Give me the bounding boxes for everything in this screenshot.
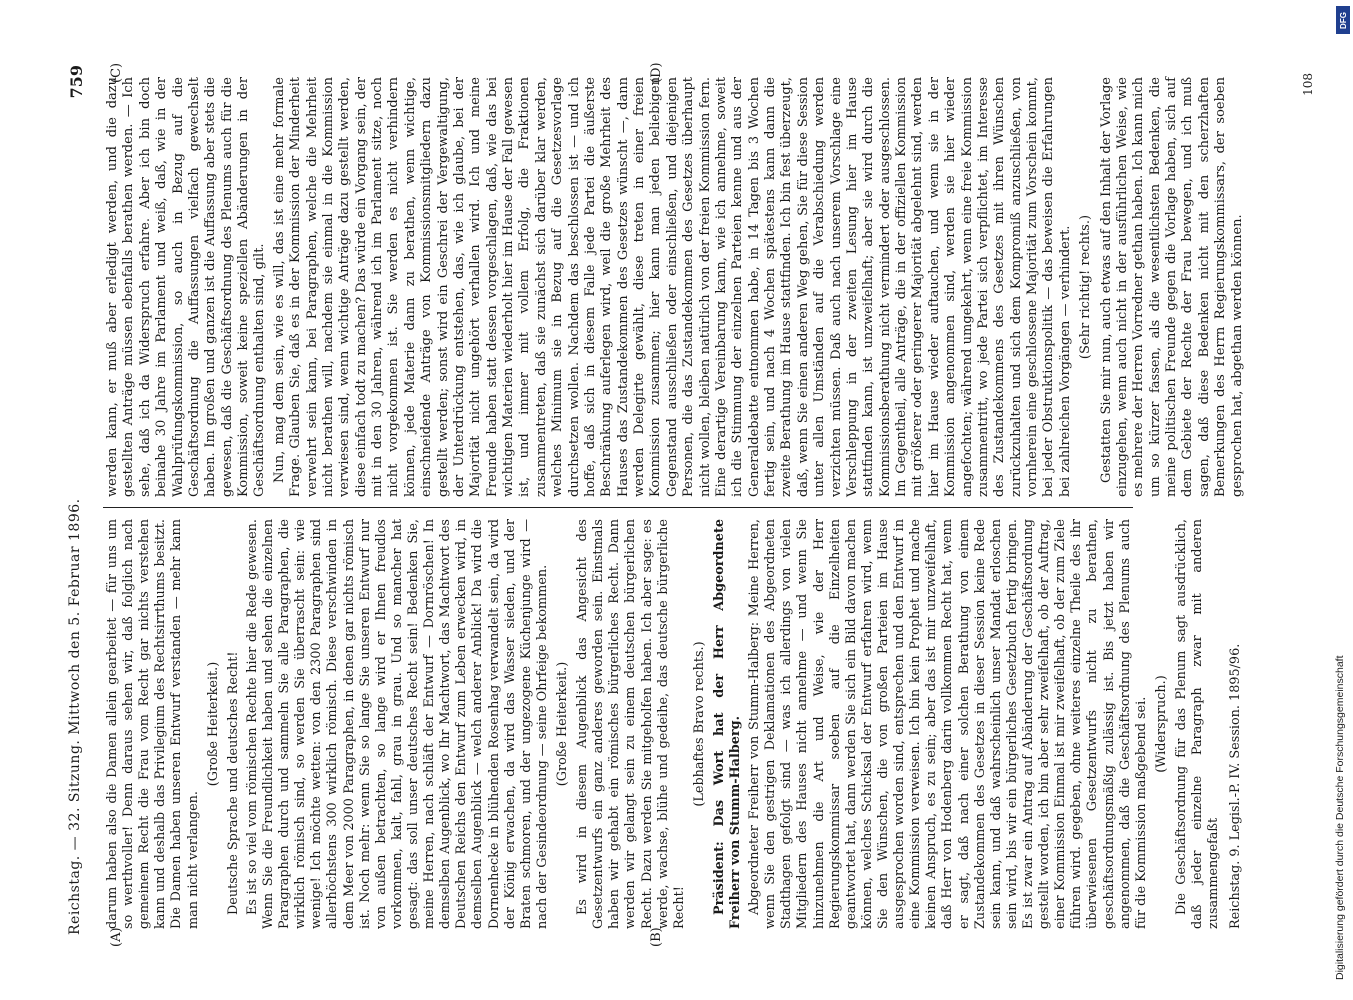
stage-direction: (Große Heiterkeit.) xyxy=(554,661,570,787)
margin-marker-a: (A) xyxy=(109,927,124,947)
page-number: 759 xyxy=(67,65,86,99)
paragraph: Gestatten Sie mir nun, auch etwas auf den Inhalt der Vorlage einzugehen, wenn auch nicht in der ausführlichen Weise, wie es mehrere der Herren Vorredner gethan haben. Ich kann mich um so kürzer fassen, als die wesentlichsten Bedenken, die meine politischen Freunde gegen die Vorlage haben, sich auf dem Gebiete der Rechte der Frau bewegen, und ich muß sagen, daß diese Bedenken nicht mit den scherzhaften Bemerkungen des Herrn Regierungskommissars, der soeben gesprochen hat, abgethan werden können. xyxy=(1098,77,1245,497)
margin-marker-d: (D) xyxy=(649,62,664,83)
paragraph: Es wird in diesem Augenblick das Angesicht des Gesetzentwurfs ein ganz anderes geworden sein. Einstmals haben wir gehabt ein römisches bürgerliches Recht. Dann werden wir gelangt sein zu einem deutschen bürgerlichen Recht. Dazu werden Sie mitgeholfen haben. Ich aber sage: es werde, wachse, blühe und gedeihe, das deutsche bürgerliche Recht! xyxy=(575,519,687,929)
dfg-logo-text: DFG xyxy=(1338,11,1348,29)
footer-page-number: 108 xyxy=(1301,73,1315,96)
margin-marker-c: (C) xyxy=(109,62,124,83)
document-page xyxy=(53,61,1315,949)
right-column xyxy=(105,77,1249,497)
paragraph: Nun, mag dem sein, wie es will, das ist eine mehr formale Frage. Glauben Sie, daß es in der Kommission der Minderheit verwehrt sein kann, bei Paragraphen, welche die Mehrheit nicht berathen will, nachdem sie einmal in die Kommission verwiesen sind, wenn wichtige Anträge dazu gestellt werden, diese einfach todt zu machen? Das würde ein Vorgang sein, der mit in den 30 Jahren, während ich im Parlament sitze, noch nicht vorgekommen ist. Sie werden es nicht verhindern können, jede Materie dann zu berathen, wenn wichtige, einschneidende Anträge von Kommissionsmitgliedern dazu gestellt werden; sonst wird ein Geschrei der Vergewaltigung, der Unterdrückung entstehen, das, wie ich glaube, bei der Majorität nicht ungehört verhallen wird. Ich und meine Freunde haben statt dessen vorgeschlagen, daß, wie das bei wichtigen Materien wiederholt hier im Hause der Fall gewesen ist, und immer mit vollem Erfolg, die Fraktionen zusammentreten, daß sie zunächst sich darüber klar werden, welches Minimum sie in Bezug auf die Gesetzesvorlage durchsetzen wollen. Nachdem das beschlossen ist — und ich hoffe, daß sich in diesem Falle jede Partei die äußerste Beschränkung auferlegen wird, weil die große Mehrheit des Hauses das Zustandekommen des Gesetzes wünscht —, dann werden Delegirte gewählt, diese treten in einer freien Kommission zusammen; hier kann man jeden beliebigen Gegenstand ausschließen oder einschließen, und diejenigen Personen, die das Zustandekommen des Gesetzes überhaupt nicht wollen, bleiben natürlich von der freien Kommission fern. Eine derartige Vereinbarung kann, wie ich annehme, soweit ich die Stimmung der einzelnen Parteien kenne und aus der Generaldebatte entnommen habe, in 14 Tagen bis 3 Wochen fertig sein, und nach 4 Wochen spätestens kann dann die zweite Berathung im Hause stattfinden. Ich bin fest überzeugt, daß, wenn Sie einen anderen Weg gehen, Sie für diese Session unter allen Umständen auf die Verabschiedung werden verzichten müssen. Daß auch nach unserem Vorschlage eine Verschleppung in der zweiten Lesung hier im Hause stattfinden kann, ist unzweifelhaft; aber sie wird durch die Kommissionsberathung nicht vermindert oder ausgeschlossen. Im Gegentheil, alle Anträge, die in der offiziellen Kommission mit größerer oder geringerer Majorität abgelehnt sind, werden hier im Hause wieder auftauchen, und wenn sie in der Kommission angenommen sind, werden sie hier wieder angefochten; während umgekehrt, wenn eine freie Kommission zusammentritt, wo jede Partei sich verpflichtet, im Interesse des Zustandekommens des Gesetzes mit ihren Wünschen zurückzuhalten und sich dem Kompromiß anzuschließen, von vornherein eine geschlossene Majorität zum Vorschein kommt, bei jeder Obstruktionspolitik — das beweisen die Erfahrungen bei zahlreichen Vorgängen — verhindert. xyxy=(271,77,1073,497)
stage-direction: (Sehr richtig! rechts.) xyxy=(1078,214,1094,360)
paragraph: Deutsche Sprache und deutsches Recht! xyxy=(225,651,241,915)
column-divider xyxy=(103,507,1133,508)
speech-paragraph: Abgeordneter Freiherr von Stumm-Halberg: Meine Herren, wenn Sie den gestrigen Deklamationen des Abgeordneten Stadthagen gefolgt sind — was ich allerdings von vielen Mitgliedern des Hauses nicht annehme — und wenn Sie hinzunehmen die Art und Weise, wie der Herr Regierungskommissar soeben auf die Einzelheiten geantwortet hat, dann werden Sie sich ein Bild davon machen können, welches Schicksal der Entwurf erfahren wird, wenn Sie den Wünschen, die von großen Parteien im Hause ausgesprochen worden sind, entsprechen und den Entwurf in eine Kommission verweisen. Ich bin kein Prophet und mache keinen Anspruch, es zu sein; aber das ist mir unzweifelhaft, daß Herr von Hodenberg darin vollkommen Recht hat, wenn er sagt, daß nach einer solchen Berathung von einem Zustandekommen des Gesetzes in dieser Session keine Rede sein kann, und daß wahrscheinlich unser Mandat erloschen sein wird, bis wir ein bürgerliches Gesetzbuch fertig bringen. Es ist zwar ein Antrag auf Abänderung der Geschäftsordnung gestellt worden, ich bin aber sehr zweifelhaft, ob der Auftrag, einer Kommission Einmal ist mir zweifelhaft, ob der zum Ziele führen wird. gegeben, ohne weiteres einzelne Theile des ihr überwiesenen Gesetzentwurfs nicht zu berathen, geschäftsordnungsmäßig zulässig ist. Bis jetzt haben wir angenommen, daß die Geschäftsordnung des Plenums auch für die Kommission maßgebend sei. xyxy=(747,519,1149,929)
stage-direction: (Widerspruch.) xyxy=(1153,675,1169,773)
digitization-notice: Digitalisierung gefördert durch die Deutsche Forschungsgemeinschaft xyxy=(1334,655,1346,980)
paragraph: werden kann, er muß aber erledigt werden, und die dazu gestellten Anträge müssen ebenfalls berathen werden. — Ich sehe, daß ich da Widerspruch erfahre. Aber ich bin doch beinahe 30 Jahre im Parlament und weiß, daß, wie in der Wahlprüfungskommission, so auch in Bezug auf die Geschäftsordnung die Auffassungen vielfach gewechselt haben. Im großen und ganzen ist die Auffassung aber stets die gewesen, daß die Geschäftsordnung des Plenums auch für die Kommission, soweit keine speziellen Abänderungen in der Geschäftsordnung enthalten sind, gilt. xyxy=(105,77,268,497)
stage-direction: (Große Heiterkeit.) xyxy=(205,661,221,787)
paragraph: Es ist so viel vom römischen Rechte hier die Rede gewesen. Wenn Sie die Freundlichkeit haben und sehen die einzelnen Paragraphen durch und sammeln Sie alle Paragraphen, die wirklich römisch sind, so werden Sie überrascht sein: wie wenige! Ich möchte wetten: von den 2300 Paragraphen sind allerhöchstens 300 wirklich römisch. Diese verschwinden in dem Meer von 2000 Paragraphen, in denen gar nichts römisch ist. Noch mehr: wenn Sie so lange Sie unseren Entwurf nur von außen betrachten, so lange wird er Ihnen freudlos vorkommen, kalt, fahl, grau in grau. Und so mancher hat gesagt: das soll unser deutsches Recht sein! Bedenken Sie, meine Herren, nach schläft der Entwurf — Dornröschen! In demselben Augenblick, wo Ihr Machtwort, das Machtwort des Deutschen Reichs den Entwurf zum Leben erwecken wird, in demselben Augenblick — welch anderer Anblick! Da wird die Dornenhecke in blühenden Rosenhag verwandelt sein, da wird der König erwachen, da wird das Wasser sieden, und der Braten schmoren, und der ungezogene Küchenjunge wird — nach der Gesindeordnung — seine Ohrfeige bekommen. xyxy=(244,519,550,929)
stage-direction: (Lebhaftes Bravo rechts.) xyxy=(691,641,707,807)
paragraph: Die Geschäftsordnung für das Plenum sagt ausdrücklich, daß jeder einzelne Paragraph zwar mit anderen zusammengefaßt xyxy=(1174,519,1222,929)
running-head: Reichstag. — 32. Sitzung. Mittwoch den 5. Februar 1896. xyxy=(67,498,83,935)
margin-marker-b: (B) xyxy=(649,927,664,947)
left-column xyxy=(105,519,1247,929)
speaker-paragraph: Präsident: Das Wort hat der Herr Abgeordnete Freiherr von Stumm-Halberg. xyxy=(711,519,744,929)
page-header xyxy=(67,61,93,949)
dfg-logo xyxy=(1336,6,1350,34)
session-reference: Reichstag. 9. Legisl.-P. IV. Session. 1895/96. xyxy=(1228,643,1244,929)
paragraph: darum haben also die Damen allein gearbeitet — für uns um so werthvoller! Denn daraus sehen wir, daß folglich nach gemeinem Recht die Frau vom Recht gar nichts verstehen kann und deshalb das Privilegium des Rechtsirrthums besitzt. Die Damen haben unseren Entwurf verstanden — mehr kann man nicht verlangen. xyxy=(105,519,201,929)
